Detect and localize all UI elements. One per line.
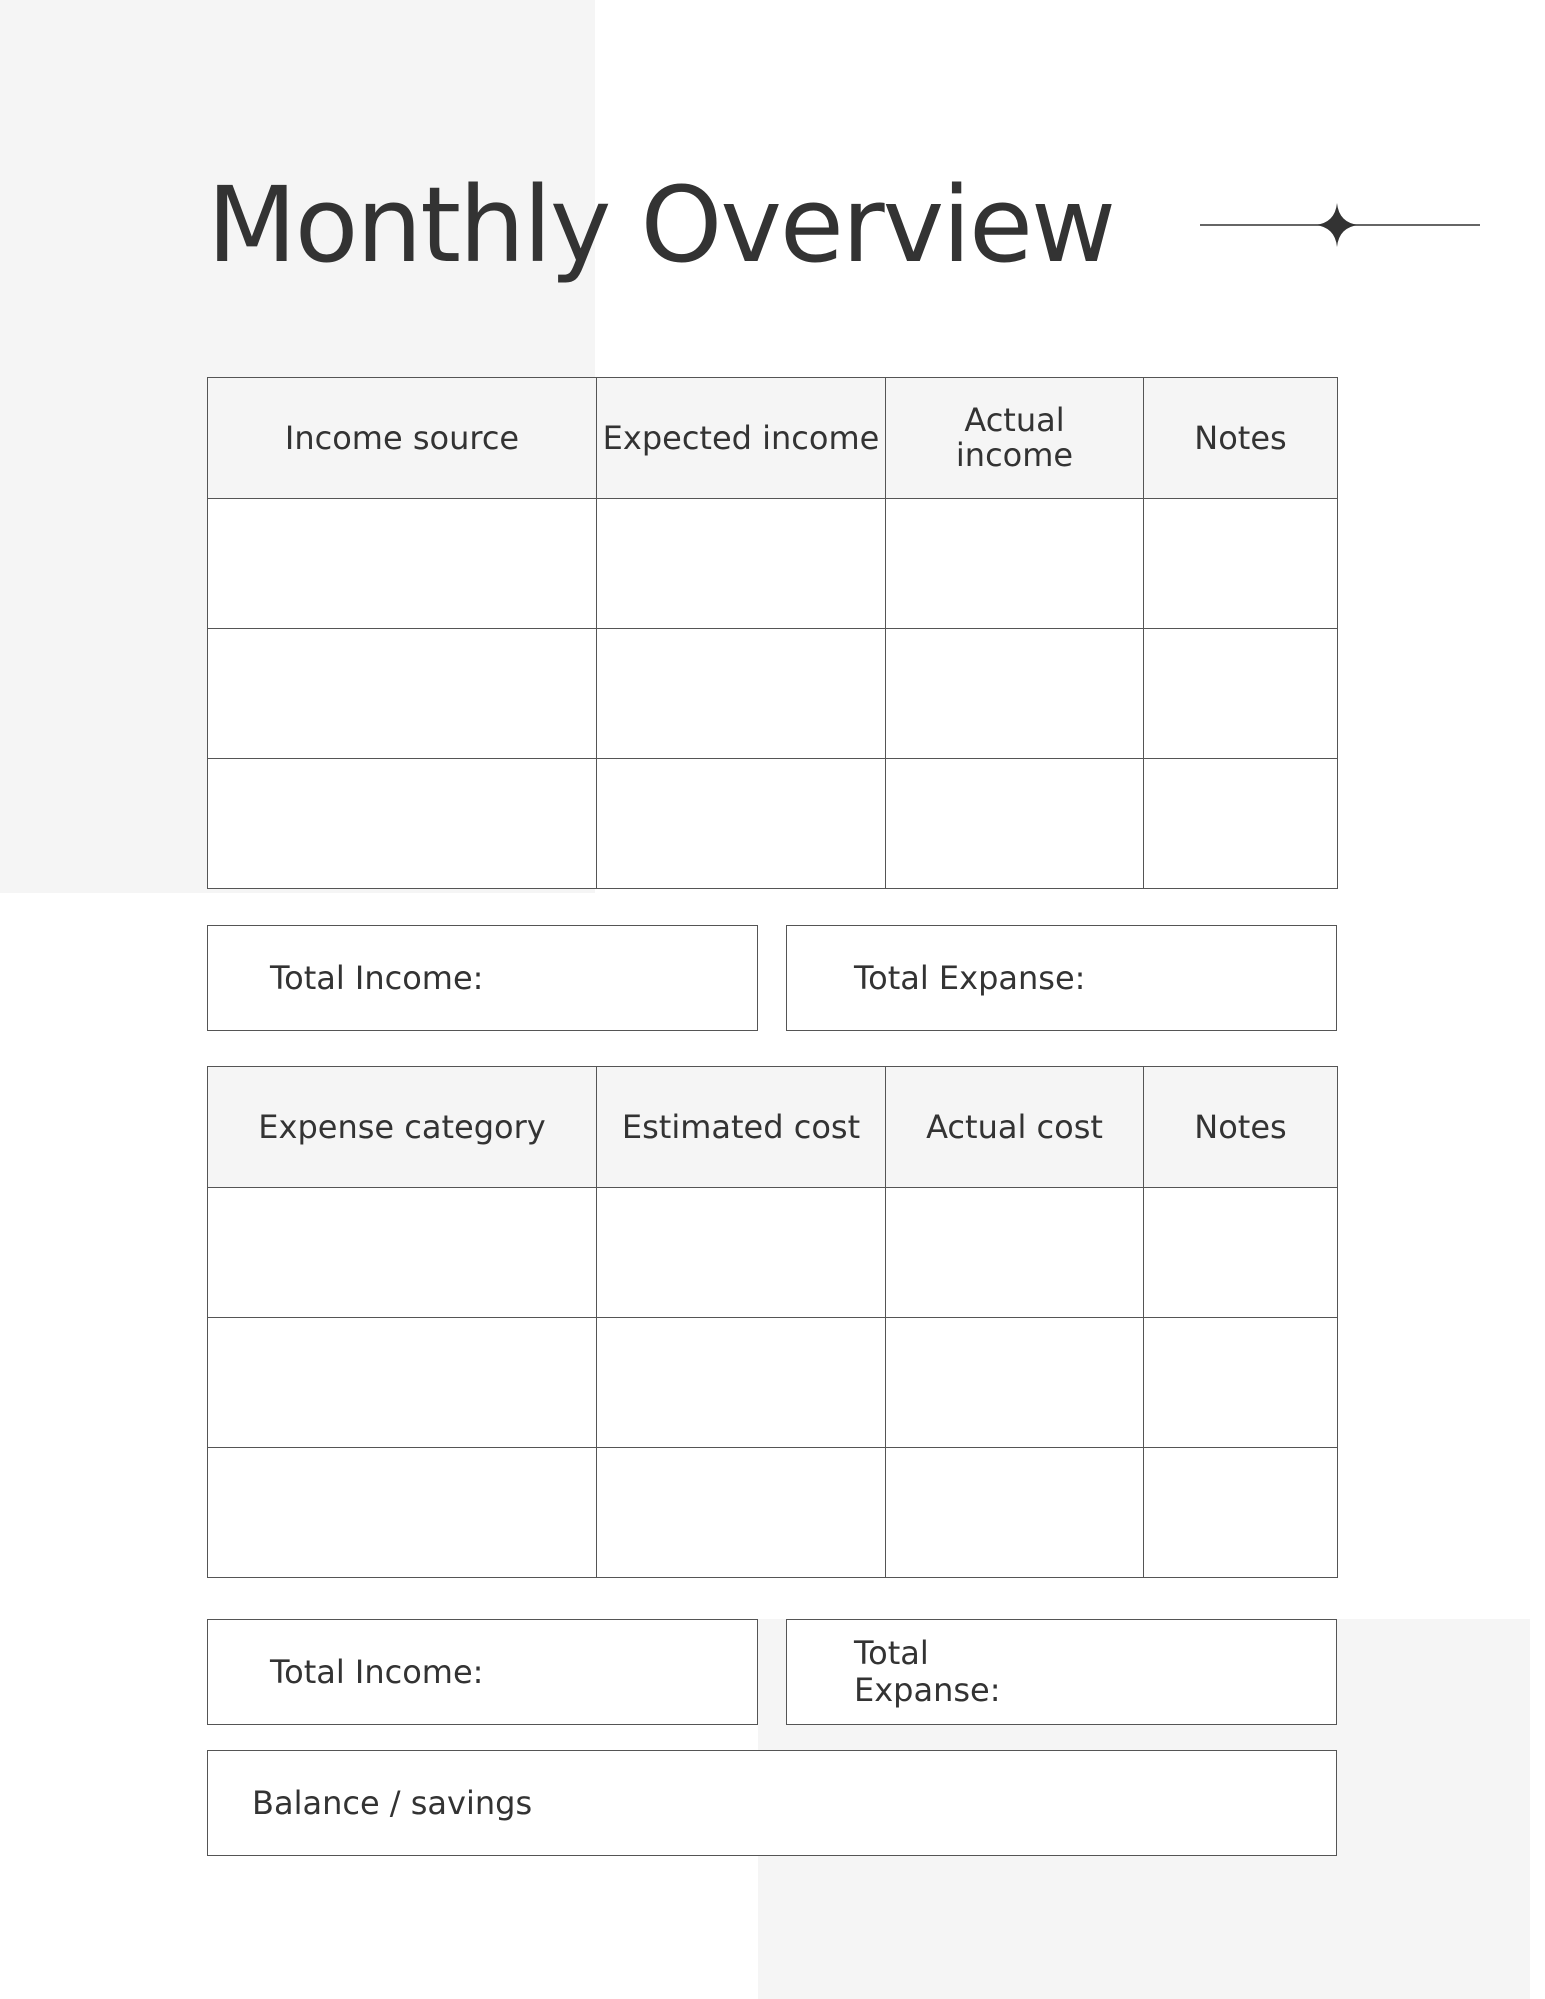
total-expanse-label: Total Expanse:: [854, 958, 1086, 997]
table-row: [208, 499, 1338, 629]
table-cell[interactable]: [597, 499, 886, 629]
total-expanse-box[interactable]: [786, 1619, 1337, 1725]
page-title: Monthly Overview: [207, 164, 1115, 286]
table-header-row: [208, 378, 1338, 499]
header-income-source: Income source: [208, 378, 597, 499]
table-cell[interactable]: [208, 759, 597, 889]
table-cell[interactable]: [1144, 1448, 1338, 1578]
income-table: [207, 377, 1338, 889]
table-header-row: [208, 1067, 1338, 1188]
table-row: [208, 629, 1338, 759]
table-cell[interactable]: [597, 1448, 886, 1578]
table-cell[interactable]: [886, 629, 1144, 759]
table-row: [208, 759, 1338, 889]
header-expense-category: Expense category: [208, 1067, 597, 1188]
header-notes: Notes: [1144, 378, 1338, 499]
total-expanse-box[interactable]: [786, 925, 1337, 1031]
balance-savings-label: Balance / savings: [252, 1783, 533, 1822]
expense-table: [207, 1066, 1338, 1578]
total-income-box[interactable]: [207, 1619, 758, 1725]
header-estimated-cost: Estimated cost: [597, 1067, 886, 1188]
table-cell[interactable]: [886, 1448, 1144, 1578]
table-row: [208, 1448, 1338, 1578]
table-cell[interactable]: [1144, 759, 1338, 889]
table-cell[interactable]: [886, 759, 1144, 889]
table-cell[interactable]: [597, 629, 886, 759]
header-actual-income: [886, 378, 1144, 499]
table-cell[interactable]: [1144, 629, 1338, 759]
table-row: [208, 1188, 1338, 1318]
header-notes: Notes: [1144, 1067, 1338, 1188]
sparkle-line-icon: [1200, 200, 1480, 250]
table-cell[interactable]: [597, 1318, 886, 1448]
table-cell[interactable]: [886, 1318, 1144, 1448]
table-cell[interactable]: [886, 499, 1144, 629]
table-row: [208, 1318, 1338, 1448]
table-cell[interactable]: [208, 1318, 597, 1448]
table-cell[interactable]: [208, 499, 597, 629]
table-cell[interactable]: [1144, 1318, 1338, 1448]
table-cell[interactable]: [208, 1448, 597, 1578]
table-cell[interactable]: [597, 1188, 886, 1318]
table-cell[interactable]: [1144, 499, 1338, 629]
table-cell[interactable]: [1144, 1188, 1338, 1318]
table-cell[interactable]: [208, 1188, 597, 1318]
balance-savings-box[interactable]: [207, 1750, 1337, 1856]
table-cell[interactable]: [886, 1188, 1144, 1318]
total-income-label: Total Income:: [270, 1652, 484, 1691]
header-actual-income-label: Actual income: [955, 401, 1074, 474]
header-expected-income: Expected income: [597, 378, 886, 499]
table-cell[interactable]: [208, 629, 597, 759]
total-income-box[interactable]: [207, 925, 758, 1031]
total-expanse-label: Total Expanse:: [854, 1634, 1001, 1709]
table-cell[interactable]: [597, 759, 886, 889]
header-actual-cost: Actual cost: [886, 1067, 1144, 1188]
total-income-label: Total Income:: [270, 958, 484, 997]
